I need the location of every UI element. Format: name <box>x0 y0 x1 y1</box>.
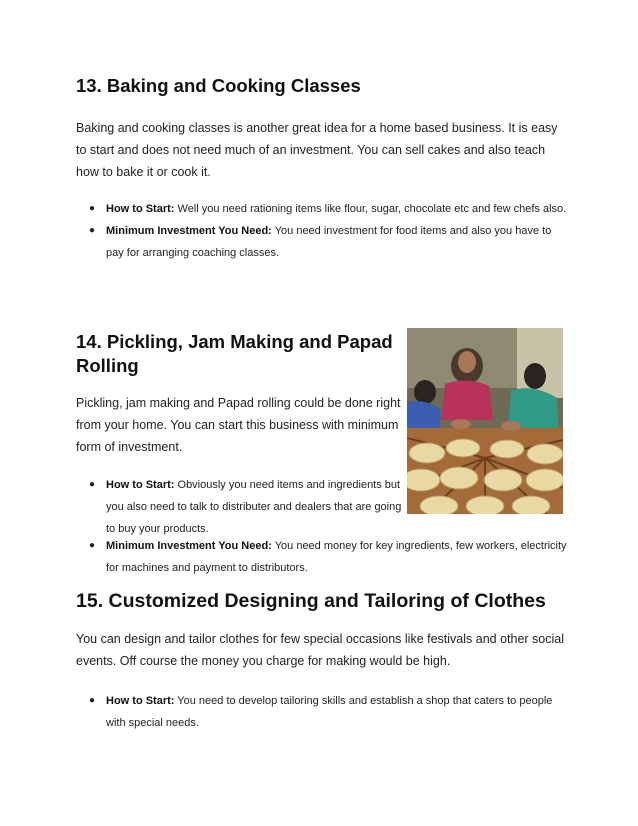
bullet-text: You need to develop tailoring skills and establish a shop that caters to people with special needs. <box>106 695 553 729</box>
section-15-title: 15. Customized Designing and Tailoring of Clothes <box>76 590 546 612</box>
bullet-icon: ● <box>89 225 96 236</box>
bullet-label: Minimum Investment You Need: <box>106 540 272 552</box>
section-14-paragraph: Pickling, jam making and Papad rolling could be done right from your home. You can start this business with minimum form of investment. <box>76 396 401 454</box>
section-13-paragraph: Baking and cooking classes is another great idea for a home based business. It is easy to start and does not need much of an investment. You can sell cakes and also teach how to bake it or cook it. <box>76 121 558 179</box>
section-14-title: 14. Pickling, Jam Making and Papad Rolling <box>76 331 393 376</box>
list-item <box>76 198 571 220</box>
section-15-bullets <box>76 690 571 734</box>
section-13-bullets <box>76 198 571 264</box>
bullet-label: How to Start: <box>106 479 175 491</box>
list-item <box>76 535 571 579</box>
section-13-title: 13. Baking and Cooking Classes <box>76 75 361 96</box>
section-14-bullets-continued <box>76 535 571 579</box>
bullet-icon: ● <box>89 479 96 490</box>
list-item <box>76 474 411 540</box>
bullet-label: Minimum Investment You Need: <box>106 225 272 237</box>
list-item <box>76 220 571 264</box>
bullet-label: How to Start: <box>106 203 175 215</box>
section-15-paragraph: You can design and tailor clothes for few special occasions like festivals and other social events. Off course the money you charge for making would be high. <box>76 632 565 668</box>
photo-illustration <box>407 328 563 514</box>
bullet-text: You need investment for food items and also you have to pay for arranging coaching classes. <box>106 225 552 259</box>
bullet-label: How to Start: <box>106 695 175 707</box>
bullet-text: Obviously you need items and ingredients but you also need to talk to distributer and dealers that are going to buy your products. <box>106 479 402 535</box>
section-14-bullets <box>76 474 411 540</box>
bullet-text: Well you need rationing items like flour, sugar, chocolate etc and few chefs also. <box>174 203 567 215</box>
bullet-icon: ● <box>89 695 96 706</box>
bullet-text: You need money for key ingredients, few workers, electricity for machines and payment to distributors. <box>106 540 567 574</box>
bullet-icon: ● <box>89 203 96 214</box>
list-item <box>76 690 571 734</box>
bullet-icon: ● <box>89 540 96 551</box>
papad-making-photo <box>407 328 563 514</box>
